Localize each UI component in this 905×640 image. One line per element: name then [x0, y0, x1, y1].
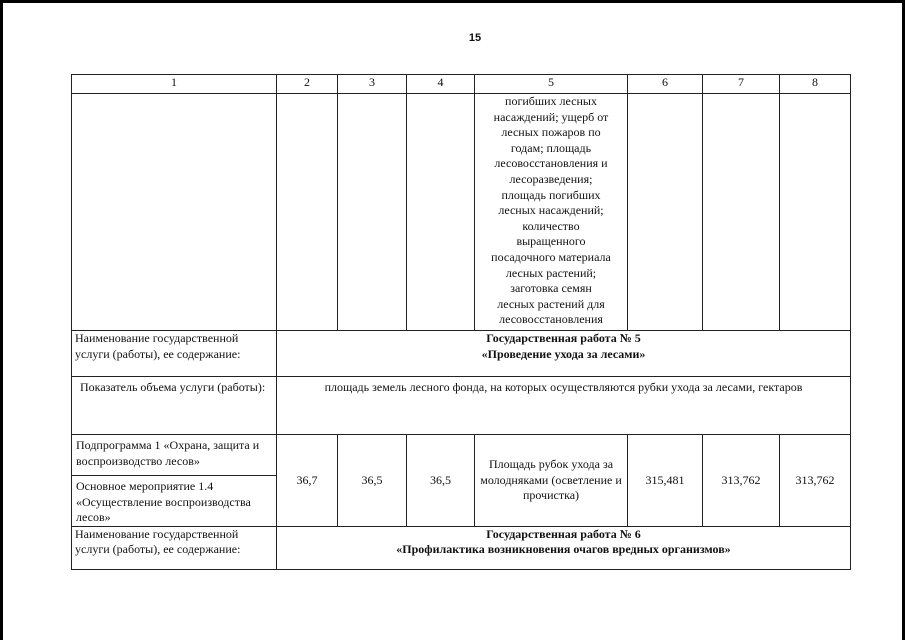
cont-line: выращенного [516, 234, 586, 249]
cont-line: годам; площадь [510, 140, 592, 155]
cont-line: лесных растений для [497, 296, 605, 311]
cont-cell-7 [703, 94, 780, 331]
value-col4: 36,5 [407, 435, 475, 527]
cont-cell-1 [72, 94, 277, 331]
col-header-3: 3 [338, 75, 407, 94]
cont-line: посадочного материала [491, 249, 611, 264]
cont-line: площадь погибших [501, 187, 601, 202]
value-col8: 313,762 [780, 435, 851, 527]
cont-cell-8 [780, 94, 851, 331]
work6-header-row [72, 526, 851, 569]
col-header-7: 7 [703, 75, 780, 94]
col-header-5: 5 [475, 75, 628, 94]
volume-indicator-value: площадь земель лесного фонда, на которых осуществляются рубки ухода за лесами, гектаров [277, 377, 851, 435]
cont-line: лесных насаждений; [498, 203, 604, 218]
work6-title: Государственная работа № 6 [486, 526, 641, 541]
work5-header-row [72, 331, 851, 377]
work6-title-cell [277, 526, 851, 569]
col-header-8: 8 [780, 75, 851, 94]
value-col6: 315,481 [628, 435, 703, 527]
program-row-top [72, 435, 851, 476]
cont-cell-4 [407, 94, 475, 331]
work5-title-cell [277, 331, 851, 377]
volume-indicator-label: Показатель объема услуги (работы): [72, 377, 277, 435]
page-number: 15 [468, 32, 482, 44]
col-header-2: 2 [277, 75, 338, 94]
col-header-1: 1 [72, 75, 277, 94]
value-col7: 313,762 [703, 435, 780, 527]
cont-line: погибших лесных [505, 94, 597, 108]
service-label-2: Наименование государственной услуги (работы), ее содержание: [72, 526, 277, 569]
col-header-4: 4 [407, 75, 475, 94]
cont-line: лесовосстановления [499, 312, 603, 327]
column-number-row [72, 75, 851, 94]
work5-name: «Проведение ухода за лесами» [481, 346, 646, 361]
cont-cell-2 [277, 94, 338, 331]
cont-indicator-list [475, 94, 628, 331]
value-col3: 36,5 [338, 435, 407, 527]
budget-table [71, 74, 851, 570]
indicator-name-col5: Площадь рубок ухода за молодняками (осветление и прочистка) [475, 435, 628, 527]
cont-line: лесовосстановления и [494, 156, 608, 171]
scan-border-left [0, 0, 3, 640]
work6-name: «Профилактика возникновения очагов вредных организмов» [396, 542, 731, 557]
cont-line: насаждений; ущерб от [493, 109, 609, 124]
cont-line: лесоразведения; [509, 171, 593, 186]
value-col2: 36,7 [277, 435, 338, 527]
cont-line: лесных растений; [505, 265, 597, 280]
cont-line: заготовка семян [510, 281, 592, 296]
col-header-6: 6 [628, 75, 703, 94]
volume-indicator-row [72, 377, 851, 435]
subprogram-cell: Подпрограмма 1 «Охрана, защита и воспроизводство лесов» [72, 435, 277, 476]
continuation-row [72, 94, 851, 331]
measure-cell: Основное мероприятие 1.4 «Осуществление воспроизводства лесов» [72, 476, 277, 527]
work5-title: Государственная работа № 5 [486, 331, 641, 345]
cont-cell-6 [628, 94, 703, 331]
cont-line: количество [522, 218, 580, 233]
cont-cell-3 [338, 94, 407, 331]
scan-border-top [0, 0, 905, 3]
service-label: Наименование государственной услуги (работы), ее содержание: [72, 331, 277, 377]
cont-line: лесных пожаров по [501, 125, 601, 140]
